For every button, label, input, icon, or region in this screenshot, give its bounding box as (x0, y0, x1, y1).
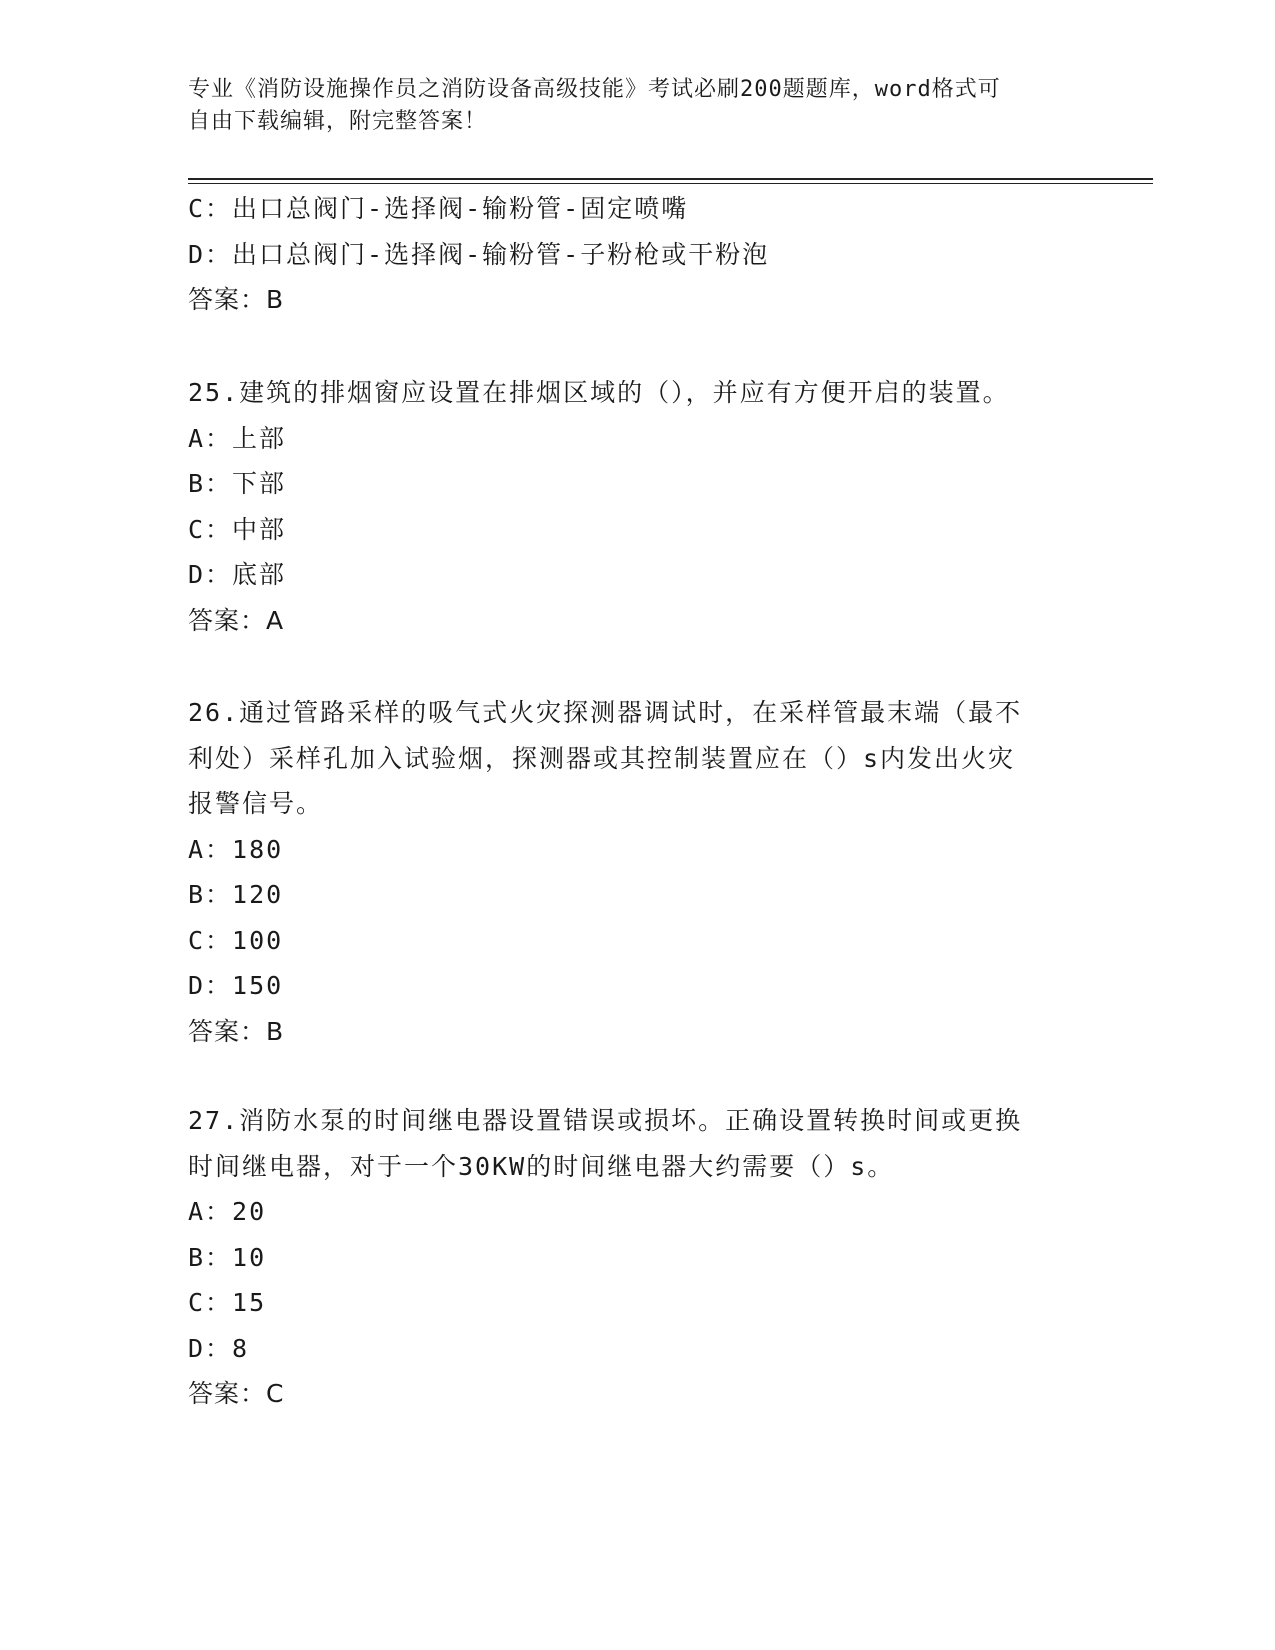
answer: 答案：B (188, 1016, 285, 1046)
option-c: C：100 (188, 925, 284, 955)
option-c: C：15 (188, 1288, 267, 1317)
question-24 (188, 186, 1088, 323)
option-a: A：180 (188, 834, 284, 864)
option-b: B：10 (188, 1242, 267, 1272)
document-header (188, 74, 1088, 138)
option-d: D：150 (188, 971, 284, 1000)
option-a: A：上部 (188, 423, 287, 453)
answer: 答案：C (188, 1379, 285, 1408)
option-b: B：120 (188, 880, 284, 909)
question-27 (188, 1098, 1088, 1417)
question-text-line-1: 27.消防水泵的时间继电器设置错误或损坏。正确设置转换时间或更换 (188, 1106, 1023, 1135)
question-25 (188, 370, 1088, 643)
question-text: 25.建筑的排烟窗应设置在排烟区域的（），并应有方便开启的装置。 (188, 378, 1010, 407)
option-d: D：出口总阀门-选择阀-输粉管-子粉枪或干粉泡 (188, 239, 770, 269)
option-d: D：8 (188, 1333, 250, 1363)
question-text-line-3: 报警信号。 (188, 789, 324, 818)
header-divider (188, 178, 1153, 180)
answer: 答案：A (188, 605, 285, 635)
option-d: D：底部 (188, 560, 287, 589)
question-text-line-2: 利处）采样孔加入试验烟，探测器或其控制装置应在（）s内发出火灾 (188, 743, 1016, 773)
answer: 答案：B (188, 285, 285, 314)
header-line-1: 专业《消防设施操作员之消防设备高级技能》考试必刷200题题库，word格式可 (188, 77, 1001, 102)
option-b: B：下部 (188, 469, 287, 498)
header-divider-thin (188, 183, 1153, 184)
header-line-2: 自由下载编辑，附完整答案！ (188, 109, 488, 134)
option-a: A：20 (188, 1197, 267, 1226)
option-c: C：中部 (188, 514, 287, 544)
question-text-line-1: 26.通过管路采样的吸气式火灾探测器调试时，在采样管最末端（最不 (188, 698, 1023, 727)
question-text-line-2: 时间继电器，对于一个30KW的时间继电器大约需要（）s。 (188, 1151, 895, 1181)
question-26 (188, 690, 1088, 1054)
option-c: C：出口总阀门-选择阀-输粉管-固定喷嘴 (188, 194, 689, 223)
